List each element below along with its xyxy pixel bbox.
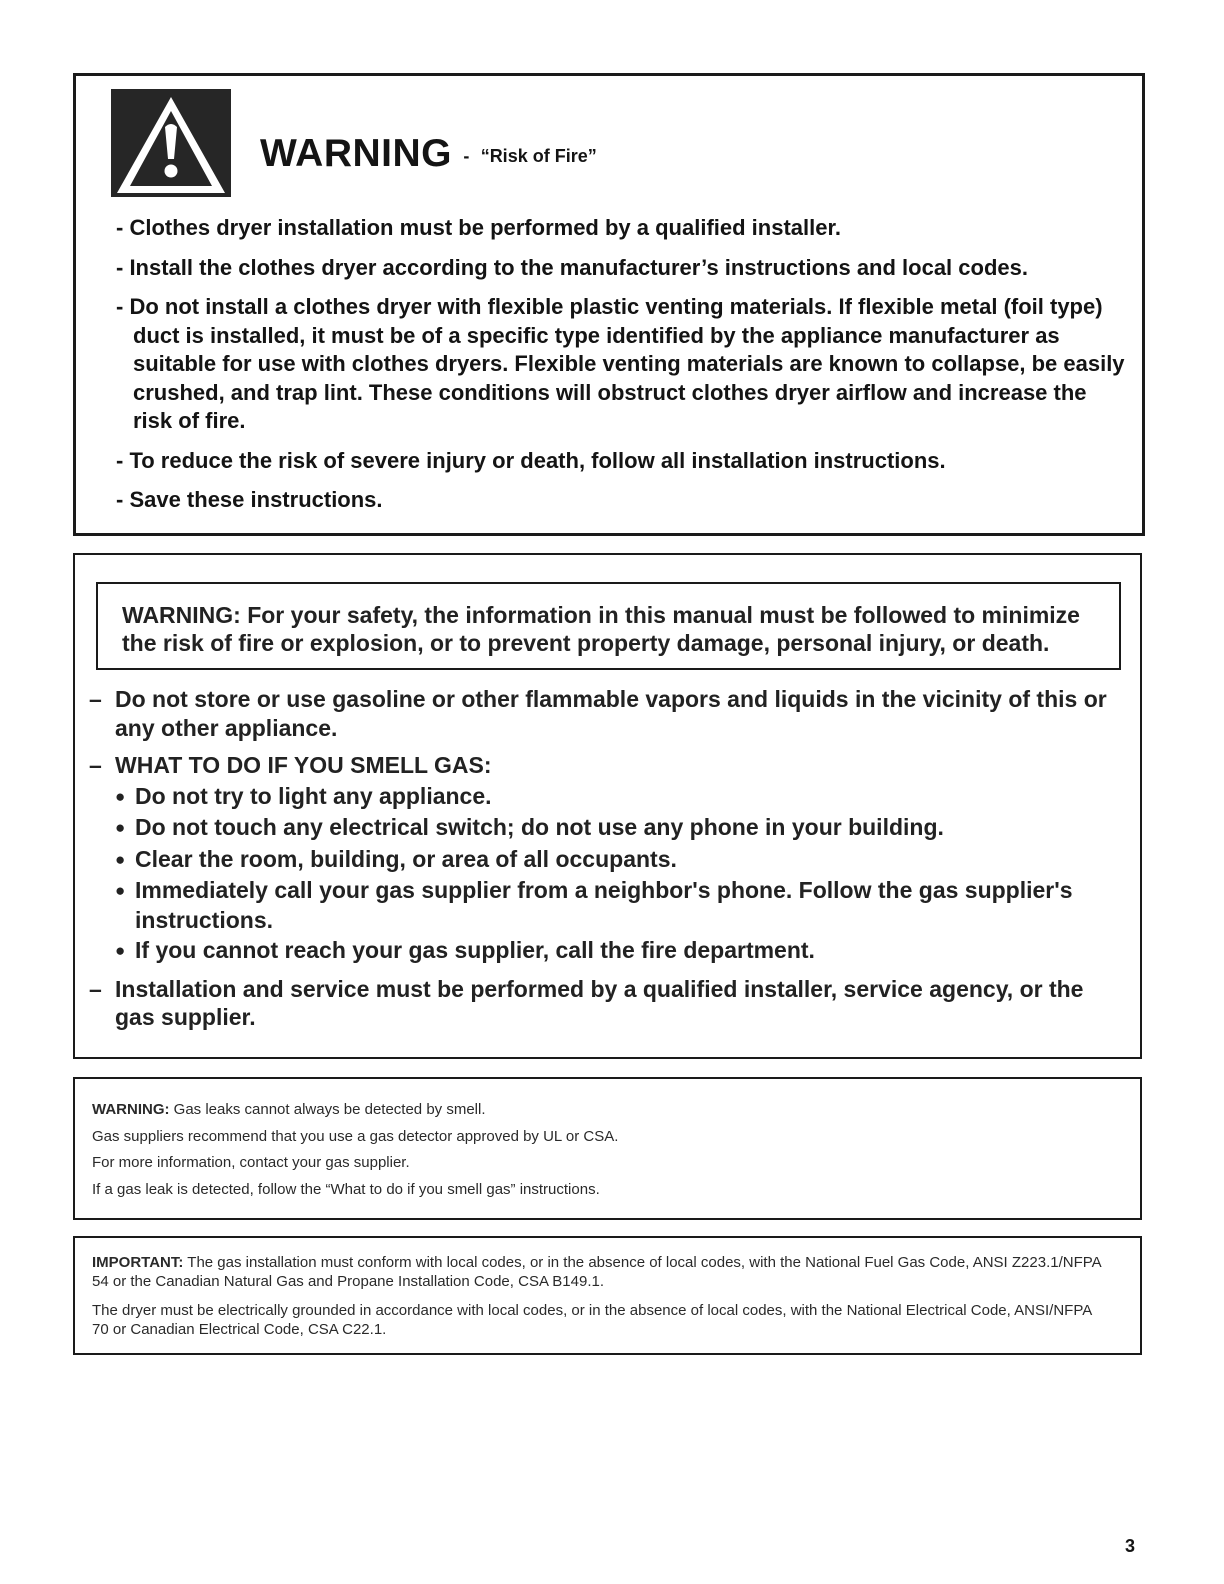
list-item: - Save these instructions. <box>116 487 383 512</box>
dash-marker: – <box>89 975 102 1002</box>
bullet-icon: ● <box>115 818 126 837</box>
smell-gas-heading: WHAT TO DO IF YOU SMELL GAS: <box>115 752 492 778</box>
paragraph-text: The gas installation must conform with local codes, or in the absence of local codes, with the National Fuel Gas Code, ANSI Z223.1/NFPA 54 or the Canadian Natural Gas and Propane Installation Code, CSA B149.1. <box>92 1254 1101 1290</box>
important-box <box>73 1236 1142 1355</box>
list-item: - Clothes dryer installation must be performed by a qualified installer. <box>116 215 841 240</box>
warning-subtitle: “Risk of Fire” <box>480 146 597 166</box>
fire-warning-list <box>116 214 1126 526</box>
important-text <box>92 1253 1112 1349</box>
warning-label: WARNING: <box>92 1101 170 1118</box>
bullet-item <box>115 936 1124 966</box>
item-text: Immediately call your gas supplier from a neighbor's phone. Follow the gas supplier's instructions. <box>135 877 1073 933</box>
dash-marker: – <box>89 686 102 712</box>
warning-heading: WARNING <box>260 132 452 175</box>
bullet-icon: ● <box>115 849 126 869</box>
leak-line: For more information, contact your gas supplier. <box>92 1154 410 1171</box>
page-number: 3 <box>1125 1536 1136 1556</box>
bullet-icon: ● <box>115 941 126 960</box>
list-item <box>89 685 1124 742</box>
leak-line: Gas suppliers recommend that you use a gas detector approved by UL or CSA. <box>92 1127 619 1145</box>
list-item: - Do not install a clothes dryer with flexible plastic venting materials. If flexible metal (foil type) duct is installed, it must be of a specific type identified by the appliance manufacturer as suitable for use with clothes dryers. Flexible venting materials are known to collapse, be easily crushed, and trap lint. These conditions will obstruct clothes dryer airflow and increase the risk of fire. <box>116 294 1125 433</box>
bullet-item <box>115 782 1124 812</box>
gas-leak-warning-box <box>73 1077 1142 1220</box>
item-text: Clear the room, building, or area of all occupants. <box>135 845 677 872</box>
fire-warning-title <box>260 134 597 176</box>
leak-line-text: Gas leaks cannot always be detected by smell. <box>173 1101 486 1118</box>
item-text: Do not store or use gasoline or other flammable vapors and liquids in the vicinity of this or any other appliance. <box>115 686 1107 741</box>
leak-line: If a gas leak is detected, follow the “What to do if you smell gas” instructions. <box>92 1180 600 1198</box>
item-text: If you cannot reach your gas supplier, call the fire department. <box>135 937 815 963</box>
important-paragraph <box>92 1253 1112 1291</box>
item-text: Installation and service must be performed by a qualified installer, service agency, or the gas supplier. <box>115 975 1084 1030</box>
bullet-icon: ● <box>115 786 126 806</box>
gas-safety-list <box>89 685 1124 1041</box>
list-item: - To reduce the risk of severe injury or death, follow all installation instructions. <box>116 447 946 473</box>
gas-leak-text <box>92 1097 618 1203</box>
dash-marker: – <box>89 752 102 778</box>
fire-warning-box <box>73 73 1145 536</box>
safety-notice: WARNING: For your safety, the information in this manual must be followed to minimize the risk of fire or explosion, or to prevent property damage, personal injury, or death. <box>96 582 1121 670</box>
item-text: Do not touch any electrical switch; do not use any phone in your building. <box>135 814 944 840</box>
list-item <box>89 975 1124 1032</box>
leak-line <box>92 1097 618 1124</box>
warning-separator: - <box>463 146 470 166</box>
list-item <box>89 751 1124 966</box>
important-label: IMPORTANT: <box>92 1254 184 1271</box>
list-item: - Install the clothes dryer according to the manufacturer’s instructions and local codes. <box>116 254 1028 280</box>
bullet-icon: ● <box>115 881 126 900</box>
gas-safety-box <box>73 553 1142 1059</box>
bullet-item <box>115 845 1124 875</box>
item-text: Do not try to light any appliance. <box>135 782 492 809</box>
bullet-item <box>115 876 1124 934</box>
bullet-item <box>115 813 1124 843</box>
warning-triangle-icon <box>111 89 231 197</box>
important-paragraph: The dryer must be electrically grounded in accordance with local codes, or in the absence of local codes, with the National Electrical Code, ANSI/NFPA 70 or Canadian Electrical Code, CSA C22.1. <box>92 1302 1092 1338</box>
smell-gas-steps <box>115 782 1124 966</box>
